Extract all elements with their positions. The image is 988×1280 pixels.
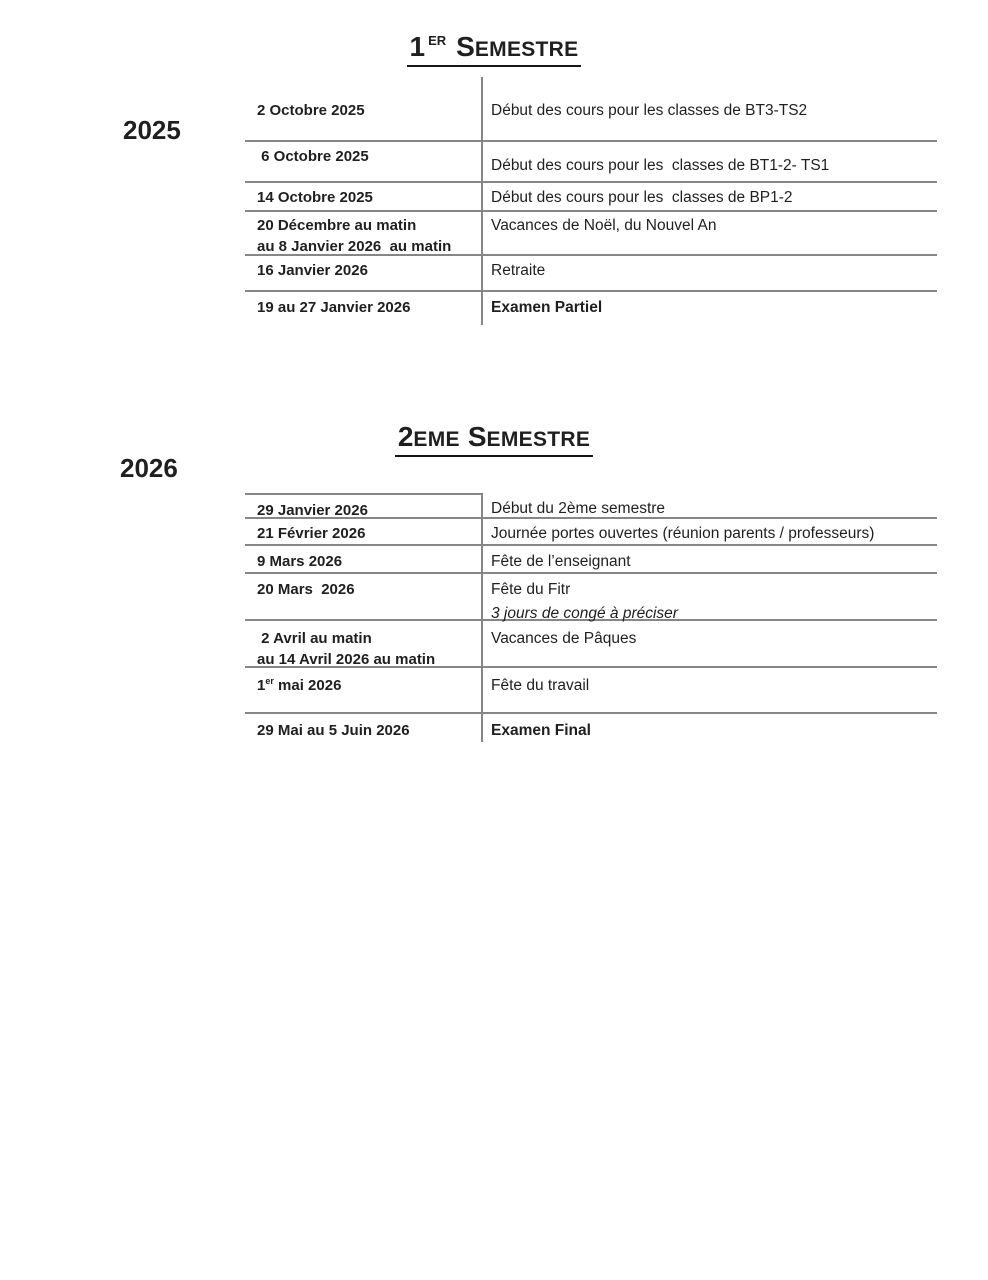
event-text: Journée portes ouvertes (réunion parents / professeurs) — [491, 525, 875, 542]
date-cell — [245, 212, 481, 256]
year-label-2026: 2026 — [120, 453, 178, 483]
date-cell — [245, 142, 481, 183]
table-row — [245, 493, 937, 519]
event-text: Vacances de Noël, du Nouvel An — [491, 217, 717, 234]
event-text: Début des cours pour les classes de BT3-TS2 — [491, 102, 808, 119]
table-row — [245, 256, 937, 292]
event-text: Examen Partiel — [491, 299, 603, 316]
event-cell — [481, 621, 937, 668]
semester-1-title-ordinal-superscript: ER — [428, 33, 447, 48]
table-row — [245, 621, 937, 668]
table-row — [245, 183, 937, 212]
date-cell — [245, 668, 481, 714]
date-text: 9 Mars 2026 — [257, 553, 343, 570]
event-text: Fête du Fitr — [491, 581, 571, 598]
date-cell — [245, 621, 481, 668]
date-cell — [245, 183, 481, 212]
semester-1-title-word-rest: EMESTRE — [474, 38, 579, 61]
event-cell — [481, 519, 937, 546]
semester-2-title-word-rest: EMESTRE — [486, 428, 591, 451]
table-row — [245, 212, 937, 256]
date-text: 20 Décembre au matin — [257, 217, 417, 234]
date-text: 16 Janvier 2026 — [257, 262, 368, 279]
event-text: 3 jours de congé à préciser — [491, 605, 678, 622]
event-cell — [481, 546, 937, 574]
event-cell — [481, 142, 937, 183]
date-cell — [245, 574, 481, 621]
event-cell — [481, 183, 937, 212]
date-cell — [245, 519, 481, 546]
date-text: 2 Avril au matin — [257, 630, 372, 647]
event-text: Vacances de Pâques — [491, 630, 637, 647]
semester-2-title-ordinal: EME — [413, 428, 460, 451]
date-cell — [245, 292, 481, 325]
table-1-divider-stub — [481, 77, 483, 85]
event-text: Examen Final — [491, 722, 591, 739]
event-cell — [481, 714, 937, 742]
event-cell — [481, 212, 937, 256]
event-cell — [481, 493, 937, 519]
semester-2-title-number: 2 — [397, 421, 414, 452]
semester-1-title-word-initial: S — [456, 31, 475, 62]
event-text: Début des cours pour les classes de BT1-2- TS1 — [491, 157, 830, 174]
date-text: 29 Janvier 2026 — [257, 502, 368, 519]
date-text: 14 Octobre 2025 — [257, 189, 373, 206]
date-cell — [245, 256, 481, 292]
semester-2-title-word-initial: S — [467, 421, 487, 452]
semester-1-title-underlined-text — [407, 33, 582, 67]
date-cell — [245, 546, 481, 574]
date-text: 21 Février 2026 — [257, 525, 366, 542]
event-cell — [481, 574, 937, 621]
date-text: 2 Octobre 2025 — [257, 102, 365, 119]
table-row — [245, 519, 937, 546]
semester-2-table — [245, 493, 937, 742]
semester-1-title — [0, 33, 988, 67]
date-text: 19 au 27 Janvier 2026 — [257, 299, 411, 316]
year-label-2025: 2025 — [123, 115, 181, 145]
date-text: au 8 Janvier 2026 au matin — [257, 238, 452, 255]
table-row — [245, 668, 937, 714]
event-text: Début du 2ème semestre — [491, 500, 666, 517]
date-text: au 14 Avril 2026 au matin — [257, 651, 436, 668]
table-row — [245, 574, 937, 621]
event-cell — [481, 256, 937, 292]
table-row — [245, 85, 937, 142]
semester-2-title — [0, 423, 988, 457]
date-text: 6 Octobre 2025 — [257, 148, 369, 165]
table-row — [245, 292, 937, 325]
table-row — [245, 546, 937, 574]
date-text: 20 Mars 2026 — [257, 581, 355, 598]
date-cell — [245, 85, 481, 142]
semester-2-title-underlined-text — [395, 423, 593, 457]
event-text: Fête de l’enseignant — [491, 553, 631, 570]
event-cell — [481, 668, 937, 714]
date-text: 1er mai 2026 — [257, 676, 342, 694]
event-text: Retraite — [491, 262, 546, 279]
semester-1-table — [245, 85, 937, 325]
date-cell — [245, 493, 481, 519]
event-text: Début des cours pour les classes de BP1-2 — [491, 189, 793, 206]
date-cell — [245, 714, 481, 742]
event-text: Fête du travail — [491, 677, 590, 694]
event-cell — [481, 292, 937, 325]
table-row — [245, 714, 937, 742]
event-cell — [481, 85, 937, 142]
table-row — [245, 142, 937, 183]
semester-1-title-number: 1 — [409, 31, 426, 62]
date-text: 29 Mai au 5 Juin 2026 — [257, 722, 410, 739]
